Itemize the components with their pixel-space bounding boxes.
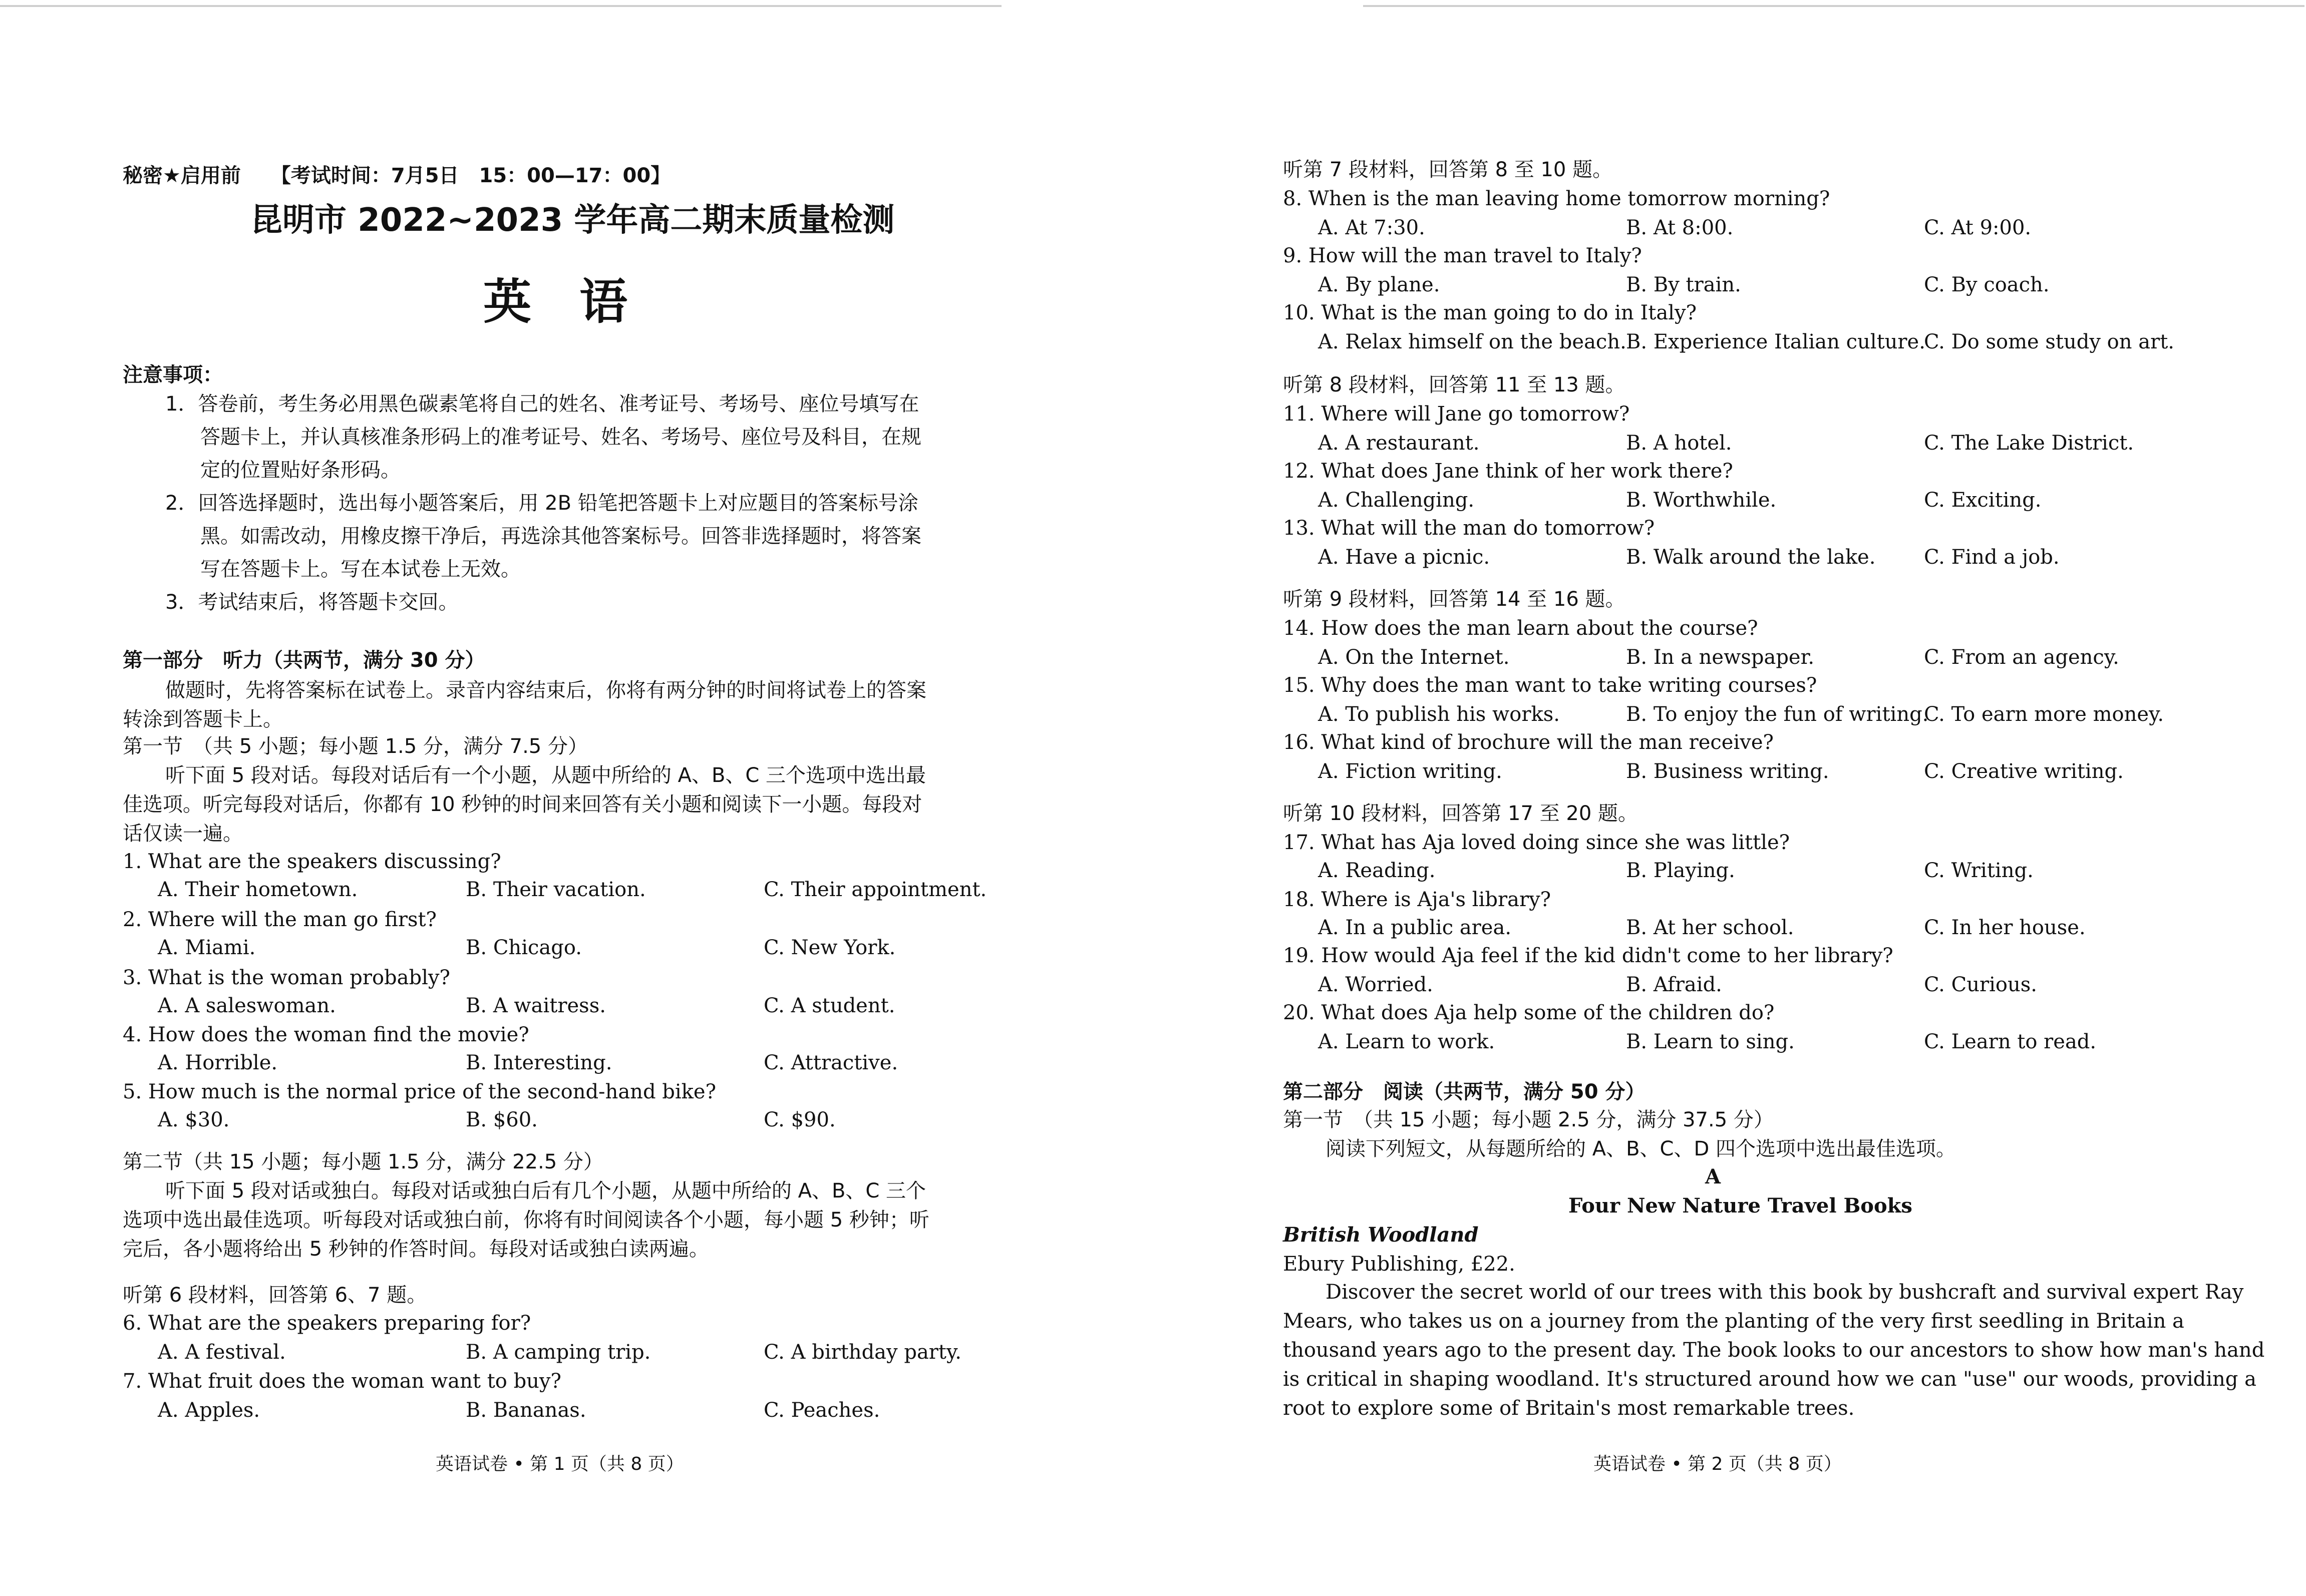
question-text: 8. When is the man leaving home tomorrow morning? xyxy=(1283,187,1830,210)
question-text: 4. How does the woman find the movie? xyxy=(123,1023,529,1046)
page-footer: 英语试卷 • 第 2 页（共 8 页） xyxy=(1593,1454,1842,1474)
question-text: 3. What is the woman probably? xyxy=(123,966,450,989)
option-a: A. At 7:30. xyxy=(1318,216,1425,239)
option-c: C. $90. xyxy=(764,1108,836,1131)
option-a: A. A restaurant. xyxy=(1318,432,1480,455)
option-b: B. A camping trip. xyxy=(466,1341,651,1364)
option-b: B. Walk around the lake. xyxy=(1626,546,1876,569)
passage8-title: 听第 8 段材料，回答第 11 至 13 题。 xyxy=(1283,373,1625,396)
option-c: C. Writing. xyxy=(1924,859,2034,882)
question-text: 18. Where is Aja's library? xyxy=(1283,888,1551,911)
question-text: 13. What will the man do tomorrow? xyxy=(1283,517,1655,540)
question-text: 2. Where will the man go first? xyxy=(123,908,437,931)
subject-title: 英 语 xyxy=(483,274,627,330)
scan-edge-line xyxy=(1363,5,2304,7)
notice-line: 3．考试结束后，将答题卡交回。 xyxy=(165,591,459,614)
section1-title: 第一节 （共 5 小题；每小题 1.5 分，满分 7.5 分） xyxy=(123,735,588,758)
option-c: C. Exciting. xyxy=(1924,489,2042,512)
question-text: 5. How much is the normal price of the second-hand bike? xyxy=(123,1080,717,1103)
option-b: B. To enjoy the fun of writing. xyxy=(1626,703,1929,726)
option-b: B. By train. xyxy=(1626,273,1741,296)
option-a: A. To publish his works. xyxy=(1318,703,1560,726)
section1-intro-line: 佳选项。听完每段对话后，你都有 10 秒钟的时间来回答有关小题和阅读下一小题。每段对 xyxy=(123,793,922,816)
section2-intro-line: 听下面 5 段对话或独白。每段对话或独白后有几个小题，从题中所给的 A、B、C 三个 xyxy=(165,1179,926,1203)
notice-line: 2．回答选择题时，选出每小题答案后，用 2B 铅笔把答题卡上对应题目的答案标号涂 xyxy=(165,492,918,515)
option-c: C. Their appointment. xyxy=(764,878,987,901)
option-b: B. In a newspaper. xyxy=(1626,646,1815,669)
part2-title: 第二部分 阅读（共两节，满分 50 分） xyxy=(1283,1080,1645,1103)
book-text-line: Discover the secret world of our trees with this book by bushcraft and survival expert Ray xyxy=(1326,1281,2244,1304)
option-b: B. At 8:00. xyxy=(1626,216,1734,239)
option-a: A. Apples. xyxy=(158,1399,260,1422)
option-a: A. $30. xyxy=(158,1108,230,1131)
section2-intro-line: 完后，各小题将给出 5 秒钟的作答时间。每段对话或独白读两遍。 xyxy=(123,1238,709,1261)
passage-letter: A xyxy=(1705,1165,1721,1188)
option-b: B. Experience Italian culture. xyxy=(1626,330,1925,353)
option-a: A. Worried. xyxy=(1318,973,1433,996)
option-b: B. Afraid. xyxy=(1626,973,1722,996)
question-text: 20. What does Aja help some of the children do? xyxy=(1283,1001,1775,1024)
option-c: C. Learn to read. xyxy=(1924,1030,2097,1053)
passage10-title: 听第 10 段材料，回答第 17 至 20 题。 xyxy=(1283,802,1638,825)
book-text-line: is critical in shaping woodland. It's structured around how we can "use" our woods, providing a xyxy=(1283,1368,2256,1391)
option-a: A. Relax himself on the beach. xyxy=(1318,330,1626,353)
option-b: B. Playing. xyxy=(1626,859,1735,882)
option-a: A. A saleswoman. xyxy=(158,994,336,1017)
option-b: B. Their vacation. xyxy=(466,878,646,901)
confidential-header: 秘密★启用前 【考试时间：7月5日 15：00—17：00】 xyxy=(123,164,671,187)
option-c: C. Peaches. xyxy=(764,1399,880,1422)
option-b: B. A hotel. xyxy=(1626,432,1732,455)
option-b: B. Bananas. xyxy=(466,1399,586,1422)
notice-line: 定的位置贴好条形码。 xyxy=(200,459,401,482)
passage9-title: 听第 9 段材料，回答第 14 至 16 题。 xyxy=(1283,588,1625,611)
question-text: 19. How would Aja feel if the kid didn't come to her library? xyxy=(1283,944,1893,967)
passage6-title: 听第 6 段材料，回答第 6、7 题。 xyxy=(123,1284,427,1307)
option-a: A. Miami. xyxy=(158,936,256,959)
notice-line: 写在答题卡上。写在本试卷上无效。 xyxy=(200,558,521,581)
book-publisher: Ebury Publishing, £22. xyxy=(1283,1253,1515,1276)
question-text: 10. What is the man going to do in Italy? xyxy=(1283,301,1697,324)
option-a: A. Their hometown. xyxy=(158,878,358,901)
question-text: 11. Where will Jane go tomorrow? xyxy=(1283,403,1630,426)
part2-section1-title: 第一节 （共 15 小题；每小题 2.5 分，满分 37.5 分） xyxy=(1283,1108,1774,1131)
question-text: 16. What kind of brochure will the man receive? xyxy=(1283,731,1774,754)
section1-intro-line: 听下面 5 段对话。每段对话后有一个小题，从题中所给的 A、B、C 三个选项中选出最 xyxy=(165,764,926,787)
option-b: B. Interesting. xyxy=(466,1051,612,1074)
option-c: C. Curious. xyxy=(1924,973,2037,996)
book-title: British Woodland xyxy=(1283,1223,1479,1247)
notice-title: 注意事项： xyxy=(123,363,223,386)
notice-line: 1．答卷前，考生务必用黑色碳素笔将自己的姓名、准考证号、考场号、座位号填写在 xyxy=(165,392,919,416)
option-c: C. At 9:00. xyxy=(1924,216,2032,239)
passage7-title: 听第 7 段材料，回答第 8 至 10 题。 xyxy=(1283,158,1613,181)
option-a: A. Reading. xyxy=(1318,859,1436,882)
part1-intro-line: 转涂到答题卡上。 xyxy=(123,708,283,731)
question-text: 9. How will the man travel to Italy? xyxy=(1283,244,1642,267)
option-c: C. Creative writing. xyxy=(1924,760,2124,783)
option-c: C. The Lake District. xyxy=(1924,432,2134,455)
option-a: A. Learn to work. xyxy=(1318,1030,1495,1053)
passage-title: Four New Nature Travel Books xyxy=(1568,1194,1912,1218)
option-a: A. A festival. xyxy=(158,1341,286,1364)
option-a: A. In a public area. xyxy=(1318,916,1512,939)
notice-line: 黑。如需改动，用橡皮擦干净后，再选涂其他答案标号。回答非选择题时，将答案 xyxy=(200,525,921,548)
section2-intro-line: 选项中选出最佳选项。听每段对话或独白前，你将有时间阅读各个小题，每小题 5 秒钟；听 xyxy=(123,1209,929,1232)
part1-intro-line: 做题时，先将答案标在试卷上。录音内容结束后，你将有两分钟的时间将试卷上的答案 xyxy=(165,679,926,702)
question-text: 15. Why does the man want to take writing courses? xyxy=(1283,674,1817,697)
option-a: A. Have a picnic. xyxy=(1318,546,1490,569)
option-b: B. A waitress. xyxy=(466,994,606,1017)
book-text-line: root to explore some of Britain's most remarkable trees. xyxy=(1283,1397,1855,1420)
option-a: A. Challenging. xyxy=(1318,489,1475,512)
right-page xyxy=(1153,0,2306,1596)
scan-edge-line xyxy=(0,5,1002,7)
book-text-line: Mears, who takes us on a journey from the planting of the very first seedling in Britain a xyxy=(1283,1310,2184,1333)
question-text: 14. How does the man learn about the course? xyxy=(1283,617,1758,640)
option-c: C. By coach. xyxy=(1924,273,2050,296)
exam-title: 昆明市 2022~2023 学年高二期末质量检测 xyxy=(250,202,895,239)
option-a: A. On the Internet. xyxy=(1318,646,1510,669)
option-b: B. $60. xyxy=(466,1108,538,1131)
section2-title: 第二节（共 15 小题；每小题 1.5 分，满分 22.5 分） xyxy=(123,1150,603,1173)
option-c: C. From an agency. xyxy=(1924,646,2119,669)
option-c: C. Find a job. xyxy=(1924,546,2060,569)
question-text: 1. What are the speakers discussing? xyxy=(123,850,501,873)
option-c: C. Do some study on art. xyxy=(1924,330,2174,353)
option-a: A. Horrible. xyxy=(158,1051,278,1074)
question-text: 7. What fruit does the woman want to buy? xyxy=(123,1370,561,1393)
notice-line: 答题卡上，并认真核准条形码上的准考证号、姓名、考场号、座位号及科目，在规 xyxy=(200,426,921,449)
option-b: B. Worthwhile. xyxy=(1626,489,1777,512)
option-c: C. Attractive. xyxy=(764,1051,898,1074)
option-b: B. Chicago. xyxy=(466,936,582,959)
option-b: B. Business writing. xyxy=(1626,760,1829,783)
part2-intro: 阅读下列短文，从每题所给的 A、B、C、D 四个选项中选出最佳选项。 xyxy=(1326,1137,1956,1160)
option-c: C. A student. xyxy=(764,994,895,1017)
section1-intro-line: 话仅读一遍。 xyxy=(123,822,243,845)
book-text-line: thousand years ago to the present day. The book looks to our ancestors to show how man's hand xyxy=(1283,1339,2265,1362)
question-text: 12. What does Jane think of her work there? xyxy=(1283,460,1733,483)
option-a: A. By plane. xyxy=(1318,273,1440,296)
option-c: C. New York. xyxy=(764,936,896,959)
option-b: B. Learn to sing. xyxy=(1626,1030,1795,1053)
question-text: 6. What are the speakers preparing for? xyxy=(123,1312,531,1335)
option-c: C. To earn more money. xyxy=(1924,703,2164,726)
question-text: 17. What has Aja loved doing since she was little? xyxy=(1283,831,1790,854)
page-footer: 英语试卷 • 第 1 页（共 8 页） xyxy=(436,1454,684,1474)
option-a: A. Fiction writing. xyxy=(1318,760,1502,783)
option-b: B. At her school. xyxy=(1626,916,1794,939)
option-c: C. In her house. xyxy=(1924,916,2086,939)
part1-title: 第一部分 听力（共两节，满分 30 分） xyxy=(123,649,485,672)
option-c: C. A birthday party. xyxy=(764,1341,961,1364)
